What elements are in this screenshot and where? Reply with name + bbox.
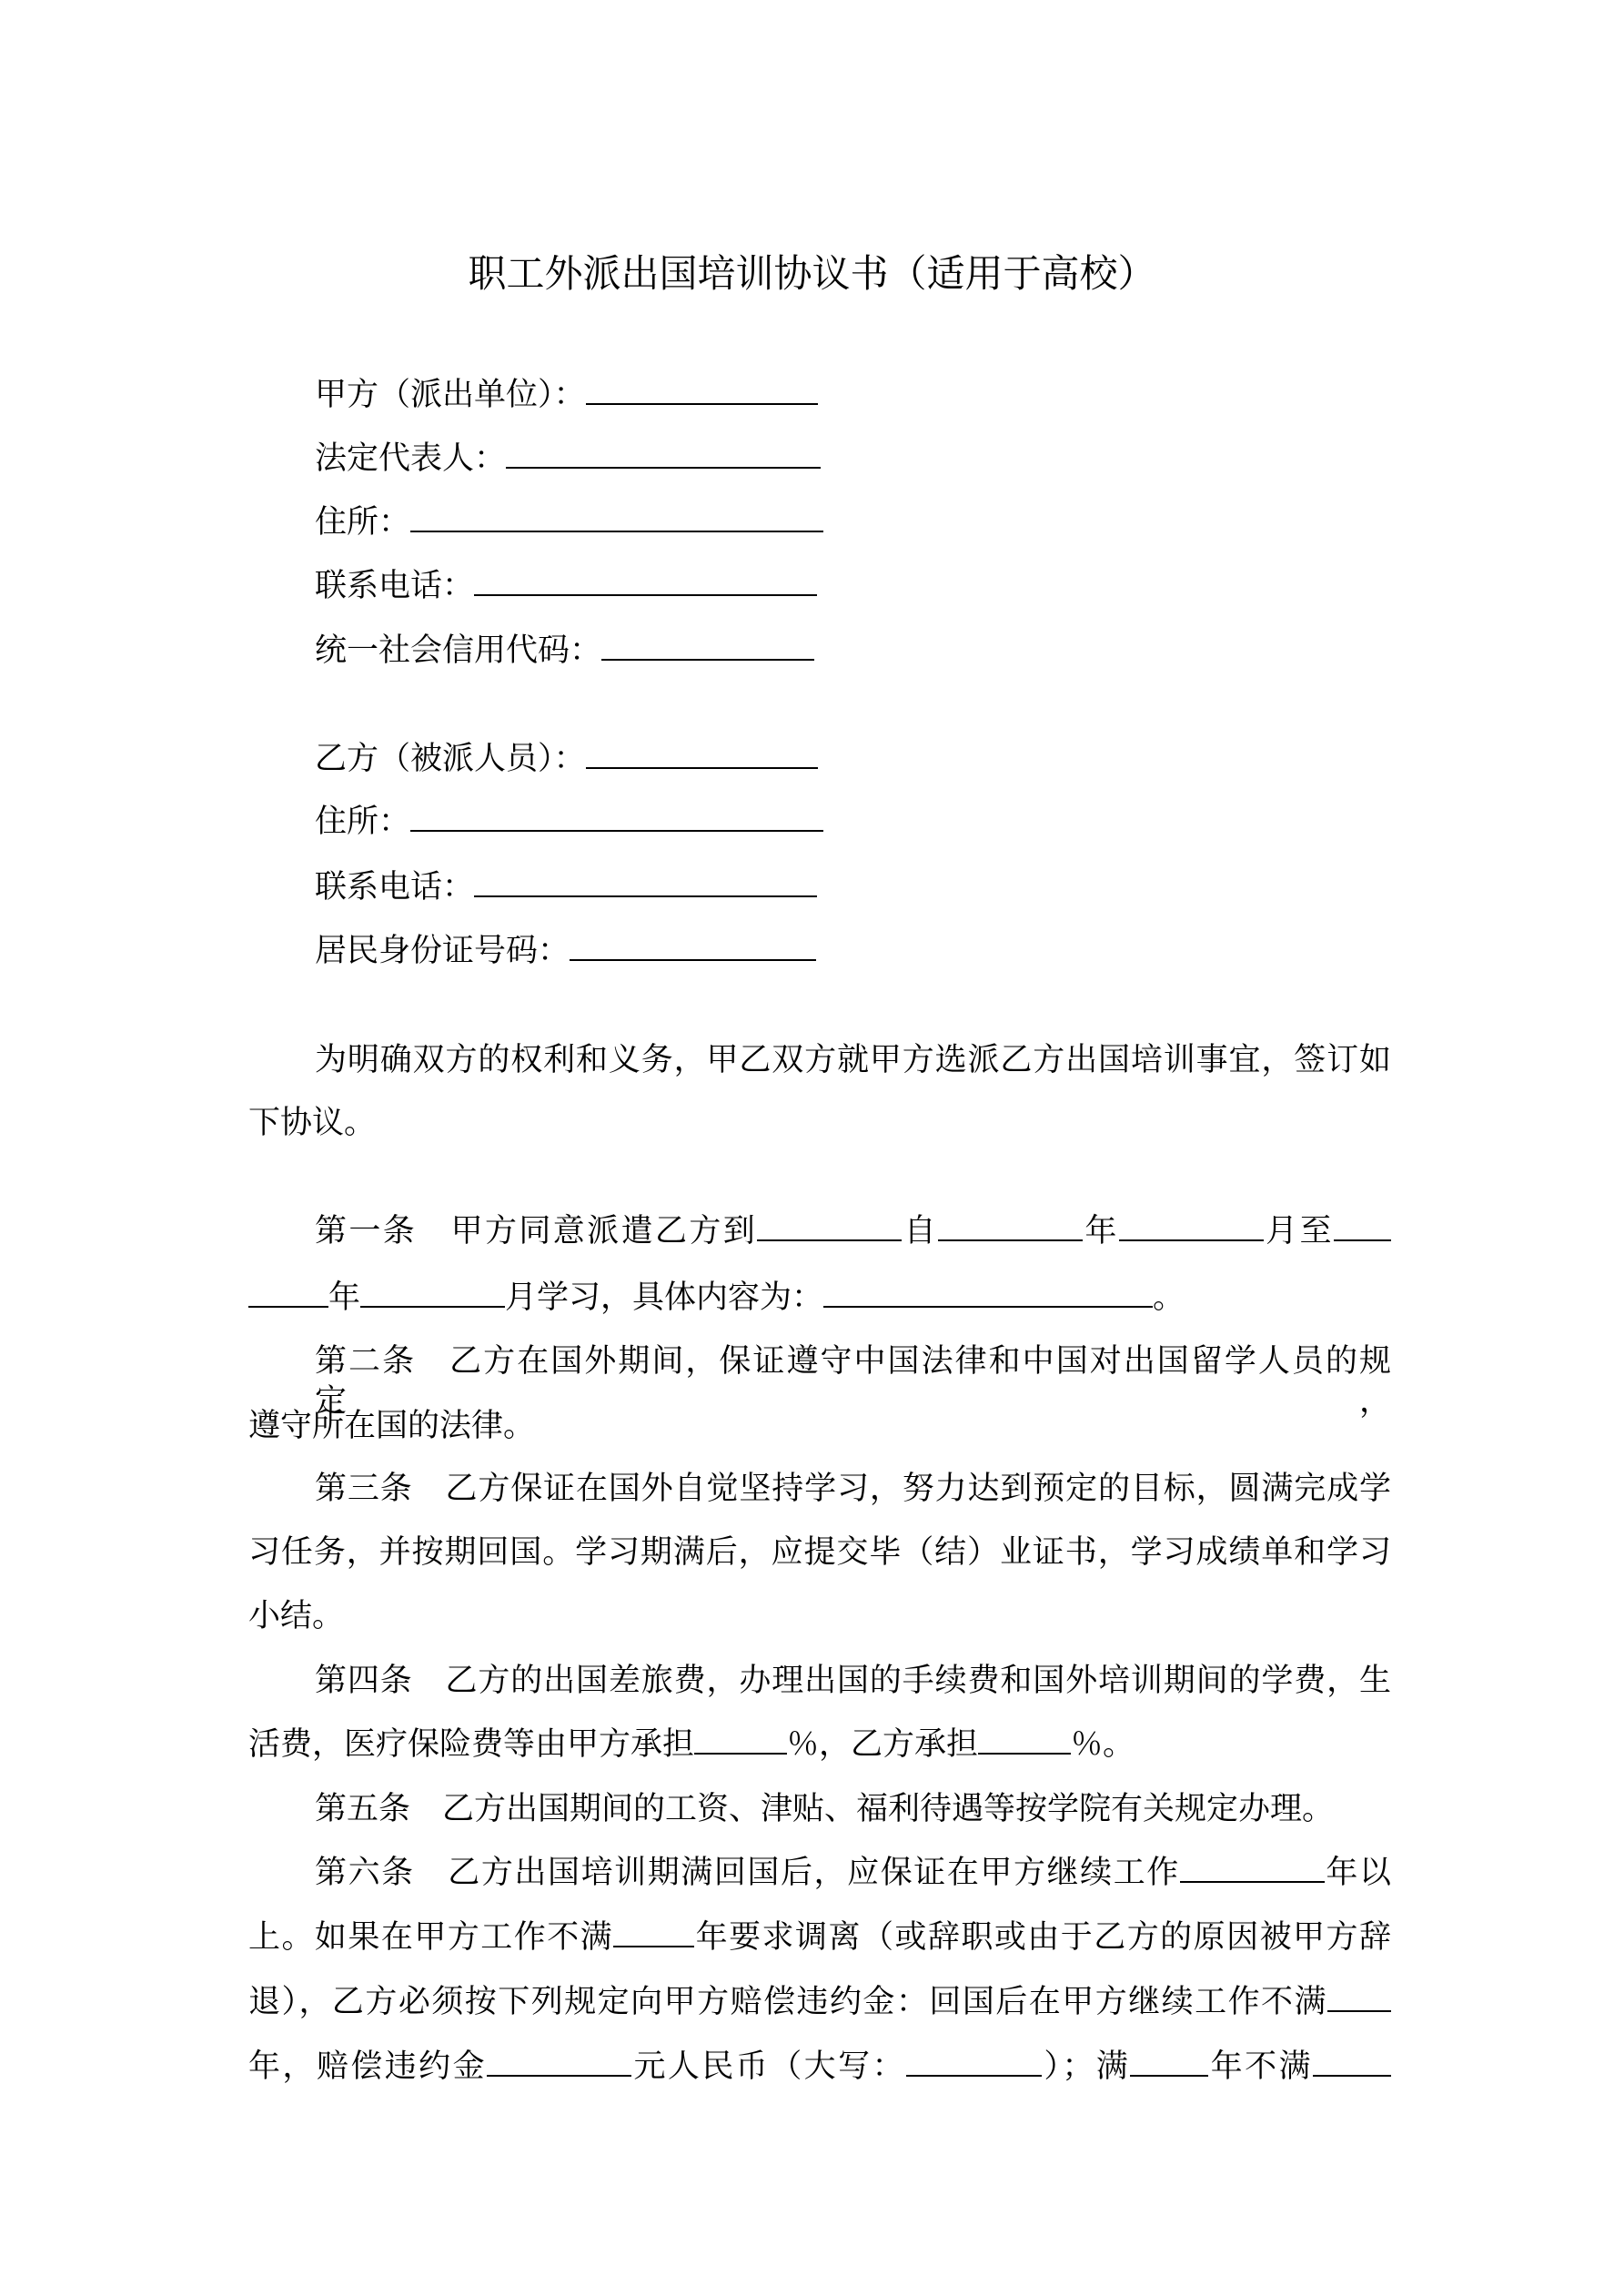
article-6-cont: [248, 2047, 1391, 2087]
text: 年要求调离（或辞职或由于乙方的原因被甲方辞: [694, 1919, 1391, 1956]
article-5: 第五条 乙方出国期间的工资、津贴、福利待遇等按学院有关规定办理。: [315, 1791, 1335, 1827]
article-4-cont: [248, 1725, 1135, 1765]
text: 活费，医疗保险费等由甲方承担: [248, 1726, 695, 1763]
label: 法定代表人：: [315, 440, 507, 477]
article-3-cont: 习任务，并按期回国。学习期满后，应提交毕（结）业证书，学习成绩单和学习: [248, 1534, 1391, 1571]
text: 第一条 甲方同意派遣乙方到: [315, 1213, 758, 1249]
party-a-credit-code-field: [315, 631, 814, 671]
blank: [1313, 2048, 1391, 2077]
blank: [506, 440, 821, 469]
text: 元人民币（大写：: [631, 2048, 906, 2085]
blank: [601, 632, 814, 661]
article-1-cont: [248, 1278, 1185, 1318]
party-b-address-field: [315, 802, 823, 842]
party-b-name-field: [315, 739, 818, 779]
document-title: 职工外派出国培训协议书（适用于高校）: [468, 251, 1156, 296]
party-a-name-field: [315, 375, 818, 415]
party-a-phone-field: [315, 566, 817, 606]
label: 联系电话：: [315, 869, 475, 905]
blank: [823, 1279, 1153, 1308]
blank: [613, 1918, 694, 1947]
blank: [410, 803, 823, 832]
party-b-id-field: [315, 931, 816, 971]
text: 第六条 乙方出国培训期满回国后，应保证在甲方继续工作: [315, 1855, 1180, 1891]
intro-line: 为明确双方的权利和义务，甲乙双方就甲方选派乙方出国培训事宜，签订如: [315, 1042, 1391, 1078]
text: 自: [902, 1213, 938, 1249]
article-6: [315, 1853, 1391, 1893]
label: 居民身份证号码：: [315, 933, 570, 969]
text: 年: [1082, 1213, 1119, 1249]
text: 年不满: [1208, 2048, 1313, 2085]
text: 上。如果在甲方工作不满: [248, 1919, 614, 1956]
text: 年以: [1324, 1855, 1391, 1891]
label: 住所：: [315, 504, 411, 541]
text: 。: [1153, 1279, 1185, 1316]
blank: [410, 503, 823, 532]
text: ）；满: [1041, 2048, 1131, 2085]
article-6-cont: [248, 1982, 1391, 2022]
blank: [906, 2048, 1042, 2077]
text: ％。: [1071, 1726, 1135, 1763]
text: ％，乙方承担: [787, 1726, 979, 1763]
blank: [938, 1212, 1083, 1241]
blank: [474, 567, 817, 596]
text: 退），乙方必须按下列规定向甲方赔偿违约金：回国后在甲方继续工作不满: [248, 1984, 1327, 2020]
article-2: 第二条 乙方在国外期间，保证遵守中国法律和中国对出国留学人员的规定，: [315, 1343, 1391, 1420]
blank: [1334, 1212, 1391, 1241]
party-a-address-field: [315, 502, 823, 542]
blank: [248, 1279, 328, 1308]
blank: [1180, 1854, 1325, 1883]
text: 年: [328, 1279, 361, 1316]
blank: [694, 1725, 787, 1755]
article-4: 第四条 乙方的出国差旅费，办理出国的手续费和国外培训期间的学费，生: [315, 1663, 1391, 1699]
label: 住所：: [315, 804, 411, 840]
party-b-phone-field: [315, 867, 817, 907]
article-3: 第三条 乙方保证在国外自觉坚持学习，努力达到预定的目标，圆满完成学: [315, 1471, 1391, 1507]
blank: [487, 2048, 631, 2077]
blank: [1130, 2048, 1208, 2077]
text: 年，赔偿违约金: [248, 2048, 488, 2085]
blank: [586, 376, 818, 405]
text: 月至: [1263, 1213, 1334, 1249]
blank: [474, 868, 817, 897]
blank: [360, 1279, 505, 1308]
label: 乙方（被派人员）：: [315, 741, 586, 777]
blank: [978, 1725, 1071, 1755]
label: 甲方（派出单位）：: [315, 377, 586, 413]
blank: [586, 740, 818, 769]
blank: [1119, 1212, 1264, 1241]
article-2-cont: 遵守所在国的法律。: [248, 1408, 536, 1444]
text: 月学习，具体内容为：: [505, 1279, 824, 1316]
article-3-cont: 小结。: [248, 1598, 345, 1634]
label: 统一社会信用代码：: [315, 632, 602, 669]
party-a-rep-field: [315, 439, 821, 479]
blank: [1327, 1983, 1391, 2012]
intro-line: 下协议。: [248, 1105, 377, 1141]
blank: [757, 1212, 902, 1241]
article-6-cont: [248, 1917, 1391, 1957]
article-1: [315, 1211, 1391, 1251]
blank: [570, 932, 816, 961]
label: 联系电话：: [315, 568, 475, 604]
